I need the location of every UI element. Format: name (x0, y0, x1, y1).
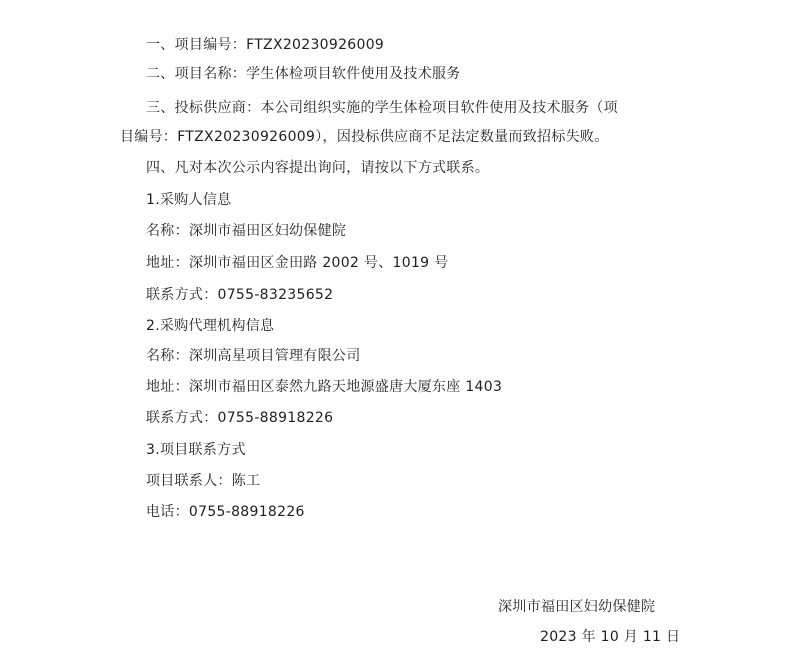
project-contact-person: 项目联系人：陈工 (146, 473, 261, 489)
inquiry-line: 四、凡对本次公示内容提出询问，请按以下方式联系。 (146, 160, 490, 176)
purchaser-address: 地址：深圳市福田区金田路 2002 号、1019 号 (146, 255, 449, 271)
signature-org: 深圳市福田区妇幼保健院 (498, 599, 656, 615)
bidder-line-2: 目编号：FTZX20230926009），因投标供应商不足法定数量而致招标失败。 (120, 129, 609, 145)
agency-contact: 联系方式：0755-88918226 (146, 410, 334, 426)
project-contact-phone: 电话：0755-88918226 (146, 504, 305, 520)
bidder-line-1: 三、投标供应商：本公司组织实施的学生体检项目软件使用及技术服务（项 (146, 100, 618, 116)
project-name-line: 二、项目名称：学生体检项目软件使用及技术服务 (146, 66, 461, 82)
agency-heading: 2.采购代理机构信息 (146, 318, 275, 334)
agency-name: 名称：深圳高星项目管理有限公司 (146, 348, 361, 364)
signature-date: 2023 年 10 月 11 日 (540, 629, 681, 645)
project-contact-heading: 3.项目联系方式 (146, 442, 246, 458)
purchaser-name: 名称：深圳市福田区妇幼保健院 (146, 223, 347, 239)
agency-address: 地址：深圳市福田区泰然九路天地源盛唐大厦东座 1403 (146, 379, 503, 395)
purchaser-heading: 1.采购人信息 (146, 192, 232, 208)
purchaser-contact: 联系方式：0755-83235652 (146, 287, 334, 303)
project-number-line: 一、项目编号：FTZX20230926009 (146, 37, 385, 53)
